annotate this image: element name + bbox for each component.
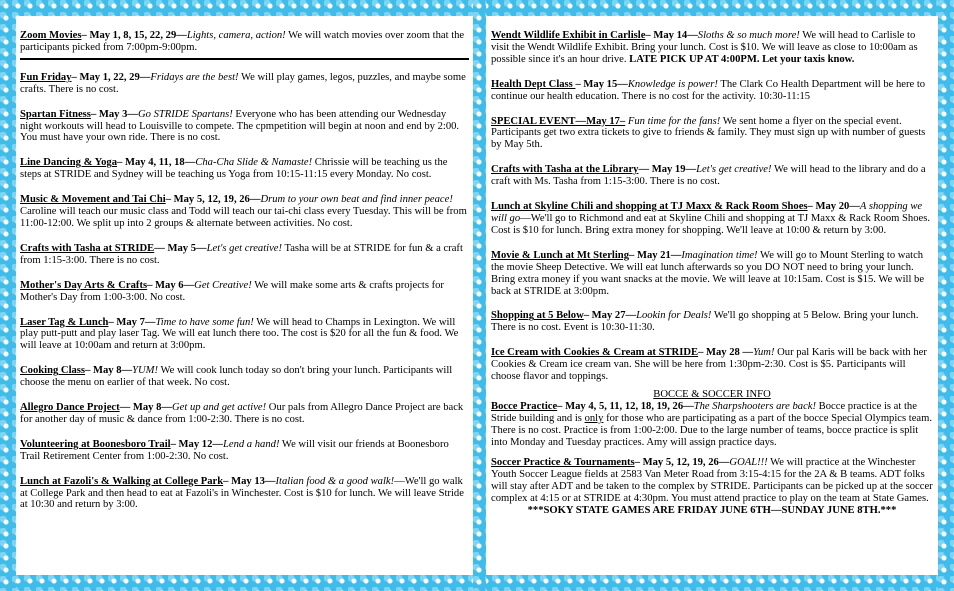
activity-title: Spartan Fitness xyxy=(20,108,91,120)
activity-tagline: Italian food & a good walk! xyxy=(275,475,395,487)
activity-title: Laser Tag & Lunch xyxy=(20,316,109,328)
activity-description: Our pal Karis will be back with her Cookies & Cream ice cream van. She will be here from 1:30pm-2:30. Cost is $5. Participants will choose flavor and toppings. xyxy=(491,347,927,383)
left-column xyxy=(20,30,469,524)
activity-title: Shopping at 5 Below xyxy=(491,310,584,322)
activity-tagline: A shopping we will go xyxy=(491,201,923,224)
decorative-border-left xyxy=(0,0,16,591)
activity-title: Line Dancing & Yoga xyxy=(20,157,118,169)
activity-dates: – May 8— xyxy=(85,365,133,377)
activity-title: Crafts with Tasha at the Library xyxy=(491,164,639,176)
activity-description: We will practice at the Winchester Youth Soccer League fields at 2583 Van Meter Road from 3:15-4:15 for the 2A & B teams. ADT folks will stay after ADT and be taken to the complex by STRIDE. Participants can be picked up at the soccer complex at 4:15 or at STRIDE at 4:30pm. You must attend practice to play on the team at State Games. xyxy=(491,457,933,505)
activity-description: The Clark Co Health Department will be here to continue our health education. There is no cost for the activity. 10:30-11:15 xyxy=(491,78,926,102)
activity-title: Ice Cream with Cookies & Cream at STRIDE xyxy=(491,347,699,359)
activity-title: Lunch at Fazoli's & Walking at College Park xyxy=(20,475,224,487)
activity-entry xyxy=(20,109,469,145)
right-column xyxy=(491,30,933,517)
activity-title: SPECIAL EVENT—May 17– xyxy=(491,115,626,127)
activity-dates: – May 4, 5, 11, 12, 18, 19, 26— xyxy=(557,400,694,412)
activity-dates: – May 6— xyxy=(147,279,195,291)
activity-tagline: Fun time for the fans! xyxy=(625,115,721,127)
activity-entry xyxy=(491,164,933,188)
activity-entry xyxy=(491,30,933,66)
activity-dates: – May 5, 12, 19, 26— xyxy=(634,457,730,469)
activity-title: Cooking Class xyxy=(20,365,86,377)
activity-entry xyxy=(20,439,469,463)
activity-dates: – May 12— xyxy=(170,438,223,450)
activity-description: Everyone who has been attending our Wednesday night workouts will head to Louisville to compete. The cpmpetition will begin at noon and end by 2:00. You must have your own ride. There is no cost. xyxy=(20,108,460,144)
activity-title: Movie & Lunch at Mt Sterling xyxy=(491,249,629,261)
state-games-notice: ***SOKY STATE GAMES ARE FRIDAY JUNE 6TH—SUNDAY JUNE 8TH.*** xyxy=(527,505,897,517)
activity-dates: – May 27— xyxy=(583,310,637,322)
activity-tagline: Lend a hand! xyxy=(222,438,280,450)
activity-description: We will cook lunch today so don't bring your lunch. Participants will choose the menu on earlier of that week. No cost. xyxy=(20,365,453,389)
activity-description: —We'll go walk at College Park and then head to eat at Fazoli's in Winchester. Cost is $10 for lunch. We will leave Stride at 10:30 and return by 3:00. xyxy=(20,475,464,511)
activity-entry xyxy=(20,30,469,54)
activity-description: Caroline will teach our music class and Todd will teach our tai-chi class every Tuesday. This will be from 11:00-12:00. We split up into 2 groups & alternate between activities. No cost. xyxy=(20,206,467,229)
activity-tagline: Imagination time! xyxy=(681,249,758,261)
activity-title: Lunch at Skyline Chili and shopping at TJ Maxx & Rack Room Shoes xyxy=(491,201,808,213)
activity-title: Music & Movement and Tai Chi xyxy=(20,194,166,206)
activity-tagline: Let's get creative! xyxy=(696,164,772,176)
activity-description: for those who are participating as a part of the bocce Special Olympics team. There is no cost. Practice is from 1:00-2:00. Due to the large number of teams, bocce practice is split into Monday and Tuesday practices. Amy will assign practice days. xyxy=(491,412,933,448)
activity-title: Wendt Wildlife Exhibit in Carlisle xyxy=(491,30,646,41)
activity-tagline: Get Creative! xyxy=(194,279,252,291)
activity-entry xyxy=(20,72,469,96)
activity-description: We sent home a flyer on the special event. Participants get two extra tickets to give to friends & family. They must sign up with number of guests by May 5th. xyxy=(491,115,926,151)
activity-description: We will make some arts & crafts projects for Mother's Day from 1:00-3:00. No cost. xyxy=(20,279,444,303)
activity-entry xyxy=(20,402,469,426)
activity-tagline: Get up and get active! xyxy=(172,402,267,414)
activity-description: Chrissie will be teaching us the steps at STRIDE and Sydney will be teaching us Yoga from 10:15-11:15 every Monday. No cost. xyxy=(20,157,448,181)
activity-tagline: Sloths & so much more! xyxy=(697,30,800,41)
section-divider xyxy=(20,58,469,60)
activity-entry xyxy=(491,401,933,449)
activity-dates: – May 3— xyxy=(90,108,139,120)
activity-entry xyxy=(491,201,933,237)
activity-entry xyxy=(20,365,469,389)
activity-title: Soccer Practice & Tournaments xyxy=(491,457,635,469)
activity-dates: – May 5, 12, 19, 26— xyxy=(165,194,261,206)
activity-dates: – May 21— xyxy=(629,249,682,261)
activity-description: We will visit our friends at Boonesboro Trail Retirement Center from 1:00-2:30. No cost. xyxy=(20,438,449,462)
activity-title: Volunteering at Boonesboro Trail xyxy=(20,438,171,450)
activity-description: We will head to Carlisle to visit the Wendt Wildlife Exhibit. Bring your lunch. Cost is $10. We will leave as close to 10:00am as possible since it's an hour drive. xyxy=(491,30,918,65)
activity-entry xyxy=(20,317,469,353)
decorative-border-right xyxy=(938,0,954,591)
activity-tagline: Knowledge is power! xyxy=(627,78,718,90)
decorative-border-divider xyxy=(473,0,486,591)
activity-description: Tasha will be at STRIDE for fun & a craft from 1:15-3:00. There is no cost. xyxy=(20,242,463,266)
section-heading: BOCCE & SOCCER INFO xyxy=(653,388,771,400)
activity-description: We will play games, legos, puzzles, and maybe some crafts. There is no cost. xyxy=(20,71,466,95)
activity-title: Zoom Movies xyxy=(20,30,82,41)
activity-description: Bocce practice is at the Stride building and is xyxy=(491,400,917,424)
activity-description: We will head to the library and do a craft with Ms. Tasha from 1:15-3:00. There is no cost. xyxy=(491,164,926,188)
activity-tagline: Cha-Cha Slide & Namaste! xyxy=(195,157,313,169)
activity-dates: – May 13— xyxy=(223,475,276,487)
activity-dates: — May 5— xyxy=(154,242,207,254)
activity-title: Health Dept Class xyxy=(491,78,576,90)
activity-description: —We'll go to Richmond and eat at Skyline Chili and shopping at TJ Maxx & Rack Room Shoes. Cost is $10 for lunch. Bring extra money for shopping. We'll leave at 10:00 & return by 3:00. xyxy=(491,212,931,236)
activity-tagline: Time to have some fun! xyxy=(155,316,254,328)
activity-tagline: Lights, camera, action! xyxy=(186,30,286,41)
activity-dates: — May 8— xyxy=(119,402,172,414)
activity-description: Our pals from Allegro Dance Project are back for another day of music & dance from 1:00-2:30. There is no cost. xyxy=(20,402,464,425)
activity-entry xyxy=(20,280,469,304)
activity-entry xyxy=(491,457,933,505)
pickup-notice: LATE PICK UP AT 4:00PM. Let your taxis know. xyxy=(629,53,855,65)
activity-entry xyxy=(491,116,933,152)
activity-description: We will watch movies over zoom that the participants picked from 7:00pm-9:00pm. xyxy=(20,30,465,53)
activity-entry xyxy=(491,250,933,298)
activity-dates: – May 1, 22, 29— xyxy=(71,71,151,83)
activity-title: Crafts with Tasha at STRIDE xyxy=(20,242,155,254)
activity-tagline: Go STRIDE Spartans! xyxy=(138,108,233,120)
activity-tagline: The Sharpshooters are back! xyxy=(693,400,817,412)
activity-dates: – May 1, 8, 15, 22, 29— xyxy=(81,30,187,41)
activity-dates: – May 28 — xyxy=(698,347,754,359)
activity-tagline: Yum! xyxy=(753,347,775,359)
activity-entry xyxy=(20,194,469,230)
activity-entry xyxy=(491,310,933,334)
activity-dates: – May 4, 11, 18— xyxy=(117,157,196,169)
activity-title: Mother's Day Arts & Crafts xyxy=(20,279,148,291)
activity-dates: — May 19— xyxy=(638,164,697,176)
emphasis-only: only xyxy=(584,412,604,424)
activity-tagline: Drum to your own beat and find inner peace! xyxy=(260,194,453,206)
activity-entry xyxy=(20,476,469,512)
activity-tagline: Lookin for Deals! xyxy=(636,310,712,322)
activity-dates: – May 7— xyxy=(108,316,156,328)
activity-title: Bocce Practice xyxy=(491,400,558,412)
activity-tagline: GOAL!!! xyxy=(729,457,768,469)
activity-entry xyxy=(20,157,469,181)
activity-dates: – May 15— xyxy=(575,78,628,90)
activity-entry xyxy=(491,347,933,383)
activity-entry xyxy=(491,79,933,103)
activity-tagline: Fridays are the best! xyxy=(150,71,239,83)
activity-title: Allegro Dance Project xyxy=(20,402,120,414)
activity-dates: – May 20— xyxy=(807,201,860,213)
activity-entry xyxy=(20,243,469,267)
activity-description: We will go to Mount Sterling to watch the movie Sheep Detective. We will eat lunch afterwards so you DO NOT need to bring your lunch. Bring extra money if you want snacks at the movie. We will leave at 10:15am. Cost is $15. We will be back at STRIDE at 3:00pm. xyxy=(491,249,925,297)
activity-tagline: Let's get creative! xyxy=(206,242,283,254)
activity-tagline: YUM! xyxy=(132,365,159,377)
activity-dates: – May 14— xyxy=(645,30,698,41)
activity-description: We will head to Champs in Lexington. We will play putt-putt and play laser Tag. We will eat lunch there too. The cost is $20 for all the fun & food. We will leave at 10:00am and return at 3:00pm. xyxy=(20,316,459,352)
activity-description: We'll go shopping at 5 Below. Bring your lunch. There is no cost. Event is 10:30-11:30. xyxy=(491,310,919,334)
activity-title: Fun Friday xyxy=(20,71,72,83)
